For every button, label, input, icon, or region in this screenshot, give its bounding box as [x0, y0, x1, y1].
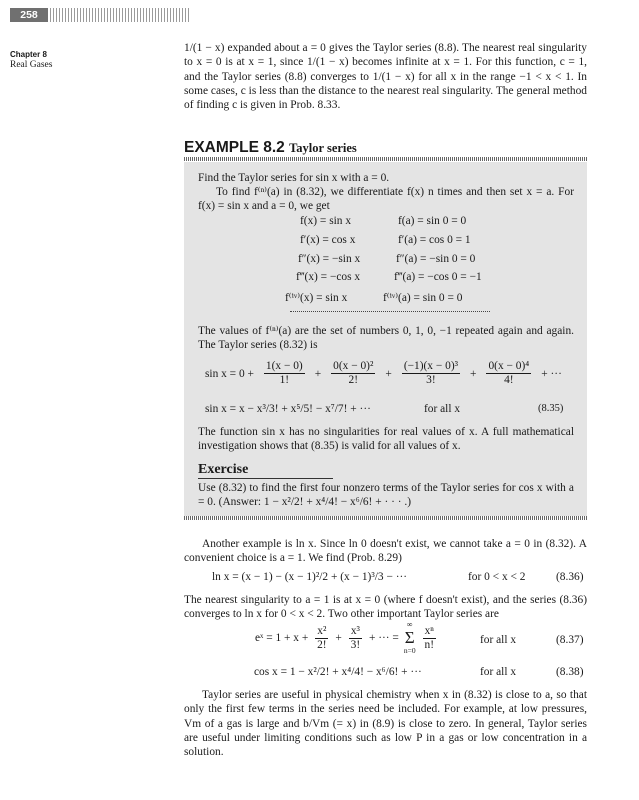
- eq-837-term-1: $\frac{\text{x²}}{2!}$: [317, 624, 327, 651]
- eq-837-lead: eˣ = 1 + x +: [255, 632, 309, 644]
- deriv-right-4: f⁽ⁱᵛ⁾(a) = sin 0 = 0: [383, 292, 463, 304]
- deriv-left-1: f′(x) = cos x: [300, 234, 356, 246]
- page-number: 258: [10, 8, 48, 22]
- eq-836-condition: for 0 < x < 2: [468, 571, 526, 583]
- eq-837-number: (8.37): [556, 634, 584, 646]
- series-term-3: $\frac{\text{(−1)(x − 0)³}}{3!}$: [403, 360, 459, 386]
- eq-838: cos x = 1 − x²/2! + x⁴/4! − x⁶/6! + ···: [254, 666, 422, 678]
- deriv-left-3: f‴(x) = −cos x: [296, 271, 361, 283]
- series-term-4: $\frac{\text{0(x − 0)⁴}}{4!}$: [488, 360, 530, 386]
- dotted-separator: [290, 311, 490, 312]
- example-top-rule: [184, 157, 587, 161]
- eq-837: eˣ = 1 + x + $\frac{\text{x²}}{2!}$ + $\frac{\text{x³}}{3!}$ + ··· = ∞ Σ n=0 $\frac{\text{xⁿ}}{n!}$: [255, 620, 434, 655]
- deriv-left-4: f⁽ⁱᵛ⁾(x) = sin x: [285, 292, 348, 304]
- deriv-left-0: f(x) = sin x: [300, 215, 352, 227]
- series-lead: sin x = 0 +: [205, 367, 254, 380]
- eq-838-condition: for all x: [480, 666, 517, 678]
- example-bottom-rule: [184, 516, 587, 520]
- example-conclusion: The function sin x has no singularities for real values of x. A full mathematical investigation shows that (8.35) is valid for all values of x.: [198, 426, 574, 452]
- exercise-text: Use (8.32) to find the first four nonzero terms of the Taylor series for cos x with a = 0. (Answer: 1 − x²/2! + x⁴/4! − x⁶/6! + · · · .): [198, 482, 574, 508]
- intro-paragraph: 1/(1 − x) expanded about a = 0 gives the Taylor series (8.8). The nearest real singularity to x = 0 is at x = 1, since 1/(1 − x) becomes infinite at x = 1. For this function, c = 1, and the Taylor series (8.8) converges to 1/(1 − x) for all x in the range −1 < x < 1. In some cases, c is less than the distance to the nearest real singularity. The general method of finding c is given in Prob. 8.33.: [184, 42, 587, 112]
- paragraph-ln: Another example is ln x. Since ln 0 doesn't exist, we cannot take a = 0 in (8.32). A convenient choice is a = 1. We find (Prob. 8.29): [184, 538, 587, 565]
- series-equation: sin x = 0 + $\frac{1(x - 0)}{1!}$ + $\frac{\text{0(x − 0)²}}{2!}$ + $\frac{\text{(−1)(x − 0)³}}{3!}$ + $\frac{\text{0(x − 0)⁴}}{4!}$ + ···: [205, 360, 562, 386]
- eq-835-condition: for all x: [424, 403, 461, 415]
- eq-836: ln x = (x − 1) − (x − 1)²/2 + (x − 1)³/3 − ···: [212, 571, 408, 583]
- eq-837-term-2: $\frac{\text{x³}}{3!}$: [350, 624, 361, 651]
- eq-835: sin x = x − x³/3! + x⁵/5! − x⁷/7! + ···: [205, 403, 371, 415]
- example-label: EXAMPLE 8.2: [184, 139, 285, 156]
- deriv-right-3: f‴(a) = −cos 0 = −1: [394, 271, 482, 283]
- eq-835-number: (8.35): [538, 403, 564, 414]
- example-heading: [184, 139, 357, 157]
- exercise-rule: [198, 478, 333, 479]
- paragraph-final: Taylor series are useful in physical chemistry when x in (8.32) is close to a, so that only the first few terms in the series need be included. For example, at low pressures, Vm of a gas is large and b/Vm (= x) in (8.9) is close to zero. In general, Taylor series are useful under limiting conditions such as low P in a gas or low concentration in a solution.: [184, 689, 587, 759]
- deriv-right-2: f″(a) = −sin 0 = 0: [396, 253, 476, 265]
- series-term-1: $\frac{1(x - 0)}{1!}$: [265, 360, 303, 386]
- example-method: To find f⁽ⁿ⁾(a) in (8.32), we differentiate f(x) n times and then set x = a. For f(x) = sin x and a = 0, we get: [198, 186, 574, 212]
- values-text: The values of f⁽ⁿ⁾(a) are the set of numbers 0, 1, 0, −1 repeated again and again. The Taylor series (8.32) is: [198, 325, 574, 351]
- eq-837-mid: + ··· =: [368, 632, 399, 644]
- paragraph-singularity: The nearest singularity to a = 1 is at x = 0 (where f doesn't exist), and the series (8.36) converges to ln x for 0 < x < 2. Two other important Taylor series are: [184, 594, 587, 621]
- chapter-title: Real Gases: [10, 60, 53, 70]
- exercise-heading: Exercise: [198, 462, 249, 477]
- eq-837-term-3: $\frac{\text{xⁿ}}{n!}$: [424, 624, 434, 651]
- series-tail: + ···: [541, 367, 562, 380]
- summation-symbol: ∞ Σ n=0: [403, 620, 416, 655]
- header-bar: [50, 8, 190, 22]
- deriv-left-2: f″(x) = −sin x: [298, 253, 361, 265]
- eq-837-condition: for all x: [480, 634, 517, 646]
- eq-836-number: (8.36): [556, 571, 584, 583]
- example-title: Taylor series: [289, 141, 357, 155]
- eq-838-number: (8.38): [556, 666, 584, 678]
- chapter-label: Chapter 8: [10, 50, 47, 59]
- deriv-right-1: f′(a) = cos 0 = 1: [398, 234, 471, 246]
- series-term-2: $\frac{\text{0(x − 0)²}}{2!}$: [333, 360, 374, 386]
- deriv-right-0: f(a) = sin 0 = 0: [398, 215, 467, 227]
- example-task: Find the Taylor series for sin x with a = 0.: [198, 172, 390, 184]
